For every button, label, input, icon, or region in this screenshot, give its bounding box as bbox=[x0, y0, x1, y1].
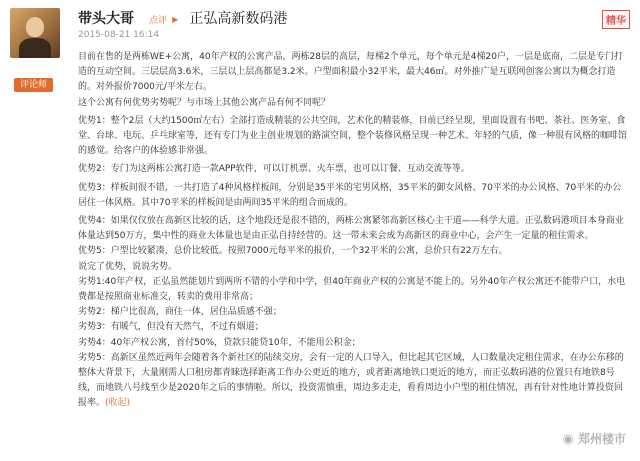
collapse-link[interactable]: (收起) bbox=[105, 398, 131, 409]
review-link[interactable]: 点评 bbox=[149, 16, 168, 26]
post-date: 2015-08-21 16:14 bbox=[78, 30, 160, 40]
arrow-icon: ▸ bbox=[172, 12, 179, 26]
wechat-icon: ◉ bbox=[562, 432, 574, 447]
watermark bbox=[560, 430, 628, 447]
featured-tag: 精华 bbox=[602, 10, 630, 29]
paragraph: 优势5：户型比较紧凑，总价比较低。按照7000元每平米的报价，一个32平米的公寓，总价只有22万左右。 bbox=[78, 246, 508, 257]
paragraph-text: 劣势5：高新区虽然近两年会随着各个新社区的陆续交房，会有一定的人口导入，但比起其它区域，人口数量决定租住需求，在办公东移的整体大背景下，大量刚需人口租房都青睐选择距离工作办公更近的地方，或者距离地铁口更近的地方，而正弘数码港的位置只有地铁8号线，而地铁八号线至少是2020年之后的事情啦。所以，投资需慎重，周边多走走，看看周边小户型的租住情况，再有针对性地计算投资回报率。 bbox=[78, 352, 624, 409]
avatar-body bbox=[19, 38, 51, 58]
paragraph: 劣势4：40年产权公寓，首付50%，贷款只能贷10年，不能用公积金； bbox=[78, 337, 361, 348]
paragraph: 优势4：如果仅仅放在高新区比较的话，这个地段还是很不错的，两栋公寓紧邻高新区核心主干道——科学大道。正弘数码港项目本身商业体量达到50万方，集中性的商业大体量也是由正弘自持经营的。这一带未来会成为高新区的商业中心，会产生一定量的租住需求。 bbox=[78, 216, 624, 242]
paragraph: 优势3：样板间很不错，一共打造了4种风格样板间，分别是35平米的宅男风格，35平米的御女风格、70平米的办公风格、70平米的办公居住一体风格。其中70平米的样板间是由两间35平米的组合而成的。 bbox=[78, 182, 622, 208]
paragraph: 优势2：专门为这两栋公寓打造一款APP软件，可以订机票、火车票，也可以订餐、互动交流等等。 bbox=[78, 164, 470, 175]
post-content bbox=[78, 50, 630, 412]
paragraph: 劣势1:40年产权，正弘虽然能划片到两所不错的小学和中学，但40年商业产权的公寓是不能上的。另外40年产权公寓还不能带户口，水电费都是按照商业标准交，转卖的费用非常高； bbox=[78, 276, 626, 303]
paragraph: 说完了优势，说说劣势。 bbox=[78, 261, 178, 272]
paragraph-last bbox=[78, 351, 630, 412]
username[interactable]: 带头大哥 bbox=[78, 11, 134, 27]
paragraph: 劣势3：有暖气，但没有天然气，不过有烟道； bbox=[78, 322, 264, 333]
avatar-head bbox=[26, 17, 44, 37]
post-title[interactable]: 正弘高新数码港 bbox=[189, 11, 288, 27]
watermark-text: 郑州楼市 bbox=[577, 432, 626, 446]
paragraph: 目前在售的是两栋WE+公寓，40年产权的公寓产品，两栋28层的高层，每梯2个单元，每个单元是4梯20户，一层是底商，二层是专门打造的互动空间。三层层高3.6米，三层以上层高都是3.2米。户型面积最小32平米，最大46㎡。对外推广是互联网创客公寓以为概念打造的。对外报价7000元/平米左右。 bbox=[78, 52, 623, 93]
paragraph: 优势1：整个2层（大约1500㎡左右）全部打造成精装的公共空间，艺术化的精装修，目前已经呈现，里面设置有书吧、茶社、医务室、食堂、台球、电玩、乒乓球室等，还有专门为业主创业规划的路演空间，整个装修风格呈现一种艺术、年轻的气质，像一种很有风格的咖啡馆的感觉。给客户的体验感非常强。 bbox=[78, 115, 628, 157]
post-header bbox=[78, 8, 630, 28]
avatar[interactable] bbox=[10, 8, 60, 58]
critic-badge: 评论师 bbox=[14, 78, 53, 92]
paragraph: 这个公寓有何优势劣势呢？与市场上其他公寓产品有何不同呢？ bbox=[78, 97, 331, 108]
paragraph: 劣势2：梯户比很高，商住一体，居住品质感不强； bbox=[78, 307, 282, 318]
